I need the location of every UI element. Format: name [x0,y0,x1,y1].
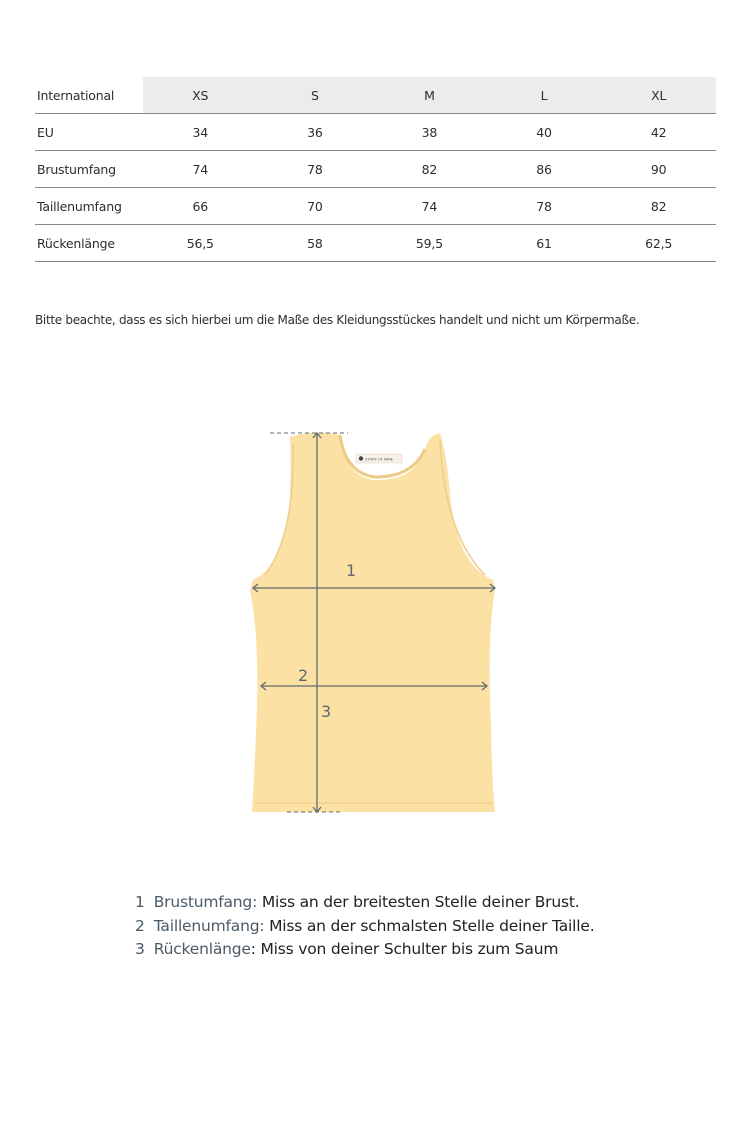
legend-sep: : [259,916,265,935]
legend-sep: : [250,940,256,958]
marker-3: 3 [321,702,332,721]
measurement-note: Bitte beachte, dass es sich hierbei um die Maße des Kleidungsstückes handelt und nicht um Körpermaße. [35,313,640,327]
legend-text: Miss an der schmalsten Stelle deiner Taille. [264,916,595,935]
table-cell: 78 [536,198,552,214]
table-row [35,188,716,225]
size-header: XS [143,77,258,114]
row-label: EU [37,124,54,140]
table-cell: 66 [192,198,208,214]
legend-text: Miss an der breitesten Stelle deiner Brust. [257,893,580,911]
table-cell: 74 [421,198,438,214]
size-table-header-row [35,77,716,114]
legend-number: 1 [135,893,145,911]
legend-item [135,891,594,915]
table-cell: 58 [307,235,323,251]
legend-number: 2 [135,916,145,935]
table-cell: 38 [421,124,438,140]
row-label: Taillenumfang [37,198,122,214]
garment-diagram [245,425,505,820]
size-header: S [258,77,373,114]
table-row [35,225,716,262]
table-row [35,151,716,188]
table-cell: 86 [536,161,552,177]
legend-item [135,915,594,939]
legend-sep: : [252,893,258,911]
table-row [35,114,716,151]
table-cell: 90 [650,161,667,177]
row-label: Brustumfang [37,161,116,177]
marker-2: 2 [298,666,309,685]
legend-term: Rückenlänge [153,940,251,958]
table-cell: 78 [307,161,323,177]
row-label: Rückenlänge [37,235,115,251]
table-cell: 56,5 [186,235,214,251]
table-cell: 62,5 [645,235,673,251]
size-table [35,77,716,262]
table-cell: 40 [536,124,552,140]
measurement-legend [135,891,594,962]
legend-item [135,938,594,962]
legend-term: Brustumfang [153,893,253,911]
table-cell: 82 [421,161,438,177]
table-cell: 82 [650,198,667,214]
brand-label-text: STORY OF MINE [365,457,394,462]
tank-top-image [250,432,495,812]
table-cell: 61 [536,235,552,251]
size-header: XL [601,77,716,114]
size-header: L [487,77,602,114]
table-cell: 36 [307,124,323,140]
table-cell: 42 [650,124,667,140]
marker-1: 1 [346,561,357,580]
legend-term: Taillenumfang [153,916,260,935]
table-cell: 74 [192,161,208,177]
table-cell: 59,5 [415,235,443,251]
legend-text: Miss von deiner Schulter bis zum Saum [255,940,559,958]
table-cell: 34 [192,124,208,140]
legend-number: 3 [135,940,145,958]
table-cell: 70 [307,198,323,214]
header-label: International [37,87,115,103]
size-header: M [372,77,487,114]
